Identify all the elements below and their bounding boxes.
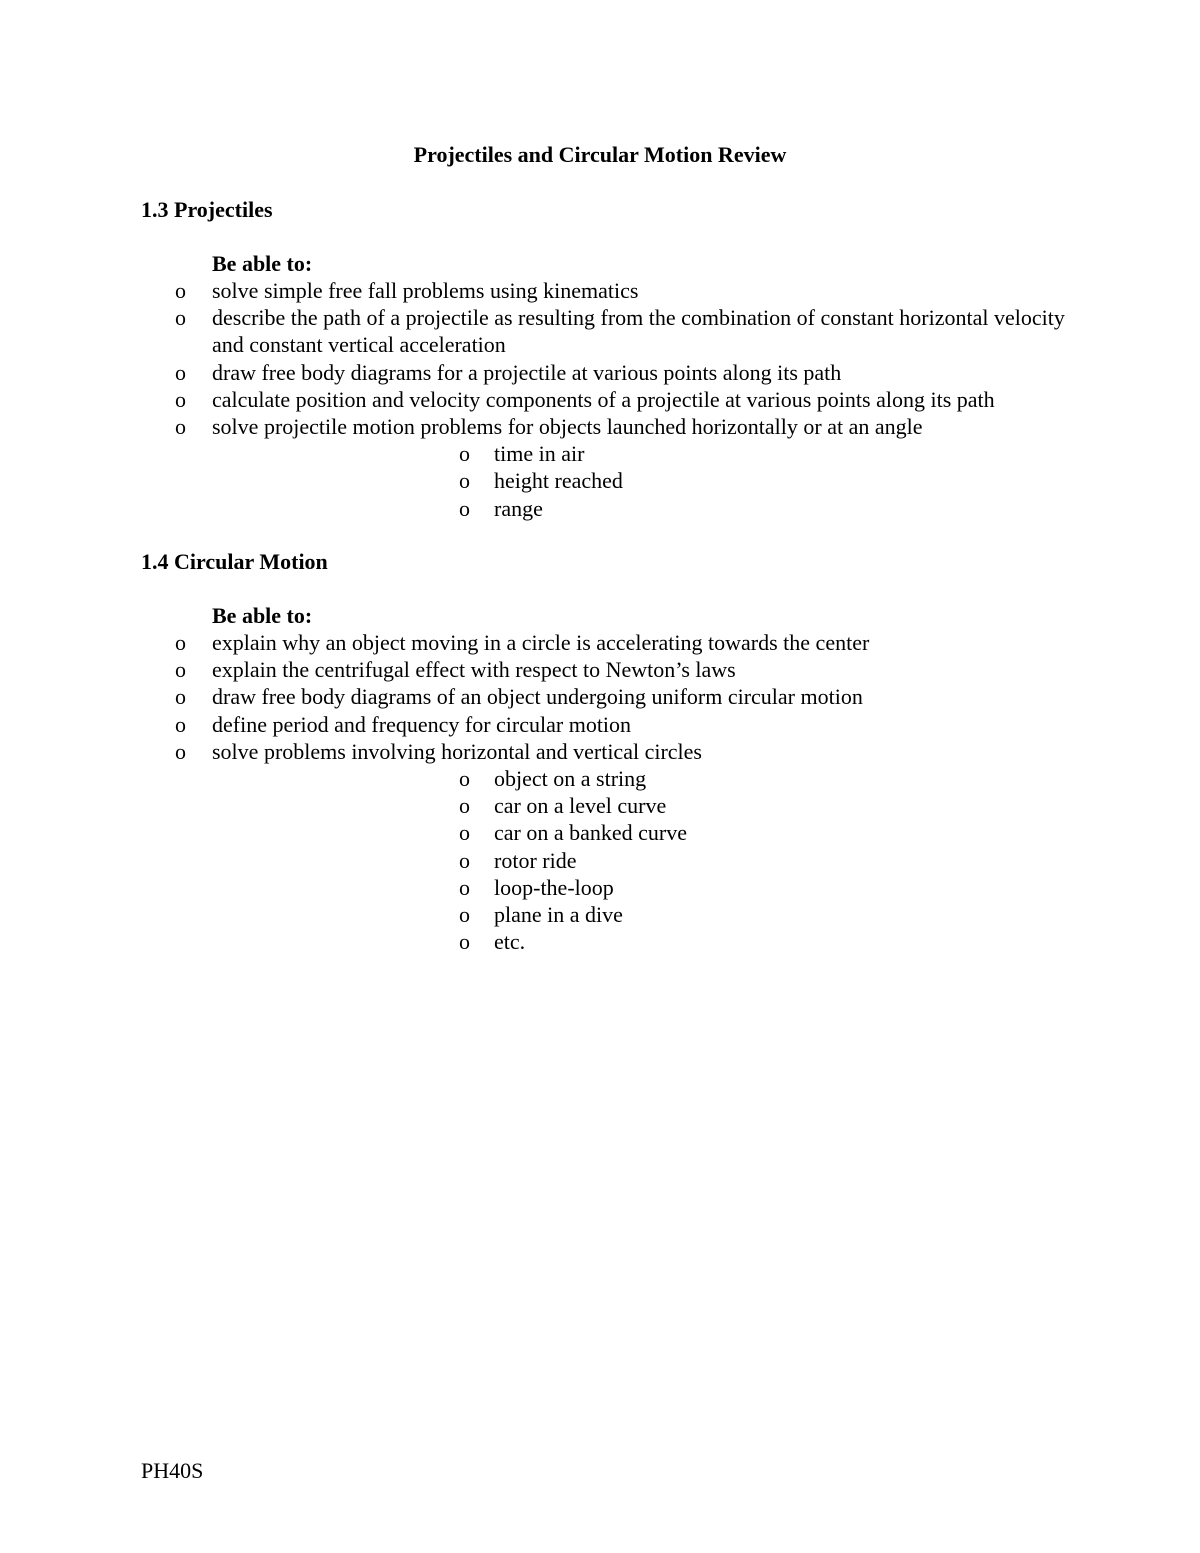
bullet-icon: o <box>175 386 186 412</box>
bullet-icon: o <box>459 468 470 494</box>
list-item <box>0 304 1072 358</box>
list-item <box>0 711 1072 738</box>
sub-list-item <box>212 928 1194 955</box>
sub-list-item <box>212 874 1194 901</box>
sub-list-item <box>212 467 1194 494</box>
sub-list-item-text: height reached <box>494 468 623 494</box>
bullet-icon: o <box>459 495 470 521</box>
bullet-icon: o <box>175 657 186 683</box>
bullet-icon: o <box>459 929 470 955</box>
sub-list-item-text: car on a banked curve <box>494 820 688 846</box>
bullet-icon: o <box>175 305 186 331</box>
sub-list-item-text: car on a level curve <box>494 793 667 819</box>
bullet-icon: o <box>175 278 186 303</box>
sub-list-item <box>212 901 1194 928</box>
list-item <box>0 386 1072 413</box>
sub-list-item-text: loop-the-loop <box>494 874 614 900</box>
bullet-icon: o <box>459 441 470 467</box>
sub-list-item <box>212 440 1194 467</box>
bullet-icon: o <box>175 630 186 655</box>
list-item <box>0 629 1072 656</box>
sub-list-item <box>212 819 1194 846</box>
list-item <box>0 277 1072 304</box>
bullet-icon: o <box>459 766 470 792</box>
list-item-text: solve projectile motion problems for objects launched horizontally or at an angle <box>212 414 923 440</box>
sub-list-item-text: object on a string <box>494 766 647 792</box>
sub-list-item <box>212 765 1194 792</box>
list-item-text: solve simple free fall problems using kinematics <box>212 278 639 303</box>
list-item-text: calculate position and velocity components of a projectile at various points along its path <box>212 386 995 412</box>
section-heading-projectiles: 1.3 Projectiles <box>141 197 273 222</box>
list-item <box>0 359 1072 386</box>
list-item-text: draw free body diagrams for a projectile at various points along its path <box>212 359 842 385</box>
sub-list <box>212 440 1072 522</box>
sub-list-item-text: etc. <box>494 929 526 955</box>
sub-list-item <box>212 847 1194 874</box>
list-item <box>0 413 1072 522</box>
bullet-icon: o <box>459 820 470 846</box>
bullet-icon: o <box>175 414 186 440</box>
bullet-icon: o <box>175 359 186 385</box>
sub-list-item-text: plane in a dive <box>494 902 623 928</box>
bullet-icon: o <box>459 874 470 900</box>
bullet-icon: o <box>459 793 470 819</box>
bullet-icon: o <box>175 738 186 764</box>
page-footer: PH40S <box>141 1458 204 1483</box>
sub-list <box>212 765 1072 955</box>
objectives-list-projectiles <box>0 277 1072 522</box>
list-item-text: solve problems involving horizontal and vertical circles <box>212 738 702 764</box>
sub-list-item-text: range <box>494 495 543 521</box>
list-item-text: define period and frequency for circular motion <box>212 711 632 737</box>
sub-list-item <box>212 792 1194 819</box>
sub-list-item-text: rotor ride <box>494 847 577 873</box>
list-item <box>0 738 1072 956</box>
list-item-text: describe the path of a projectile as resulting from the combination of constant horizontal velocity and constant vertical acceleration <box>212 305 1065 358</box>
sub-list-item-text: time in air <box>494 441 585 467</box>
be-able-to-label: Be able to: <box>212 603 313 628</box>
list-item-text: draw free body diagrams of an object undergoing uniform circular motion <box>212 684 863 710</box>
list-item-text: explain the centrifugal effect with respect to Newton’s laws <box>212 657 736 683</box>
bullet-icon: o <box>459 847 470 873</box>
be-able-to-label: Be able to: <box>212 251 313 276</box>
sub-list-item <box>212 495 1194 522</box>
list-item-text: explain why an object moving in a circle is accelerating towards the center <box>212 630 870 655</box>
list-item <box>0 656 1072 683</box>
section-heading-circular-motion: 1.4 Circular Motion <box>141 549 328 574</box>
list-item <box>0 683 1072 710</box>
bullet-icon: o <box>175 711 186 737</box>
bullet-icon: o <box>459 902 470 928</box>
objectives-list-circular-motion <box>0 629 1072 955</box>
bullet-icon: o <box>175 684 186 710</box>
page-title: Projectiles and Circular Motion Review <box>413 142 787 167</box>
